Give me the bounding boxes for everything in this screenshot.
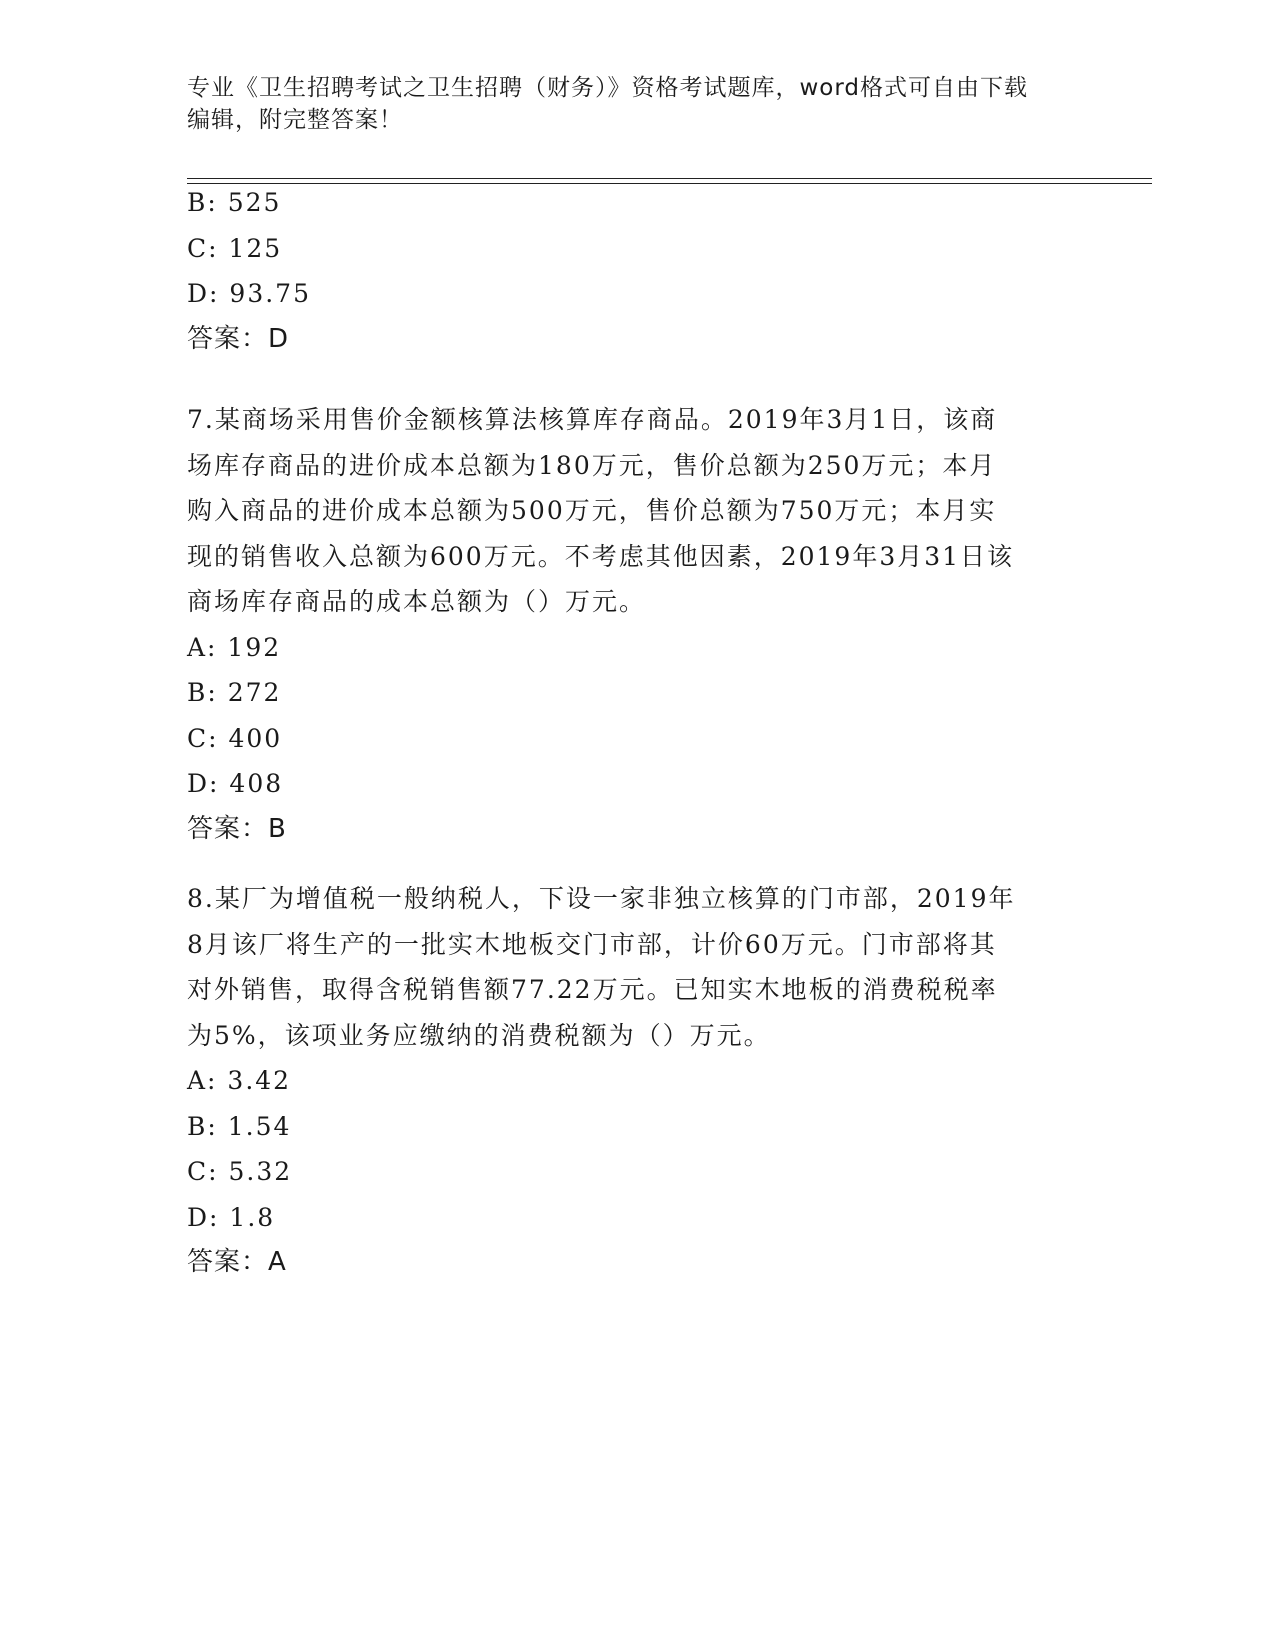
question-8-line: 8月该厂将生产的一批实木地板交门市部，计价60万元。门市部将其 bbox=[187, 929, 997, 959]
header-line-1: 专业《卫生招聘考试之卫生招聘（财务）》资格考试题库，word格式可自由下载 bbox=[187, 75, 1029, 101]
answer-label: 答案：A bbox=[187, 1247, 287, 1277]
question-7-line: 场库存商品的进价成本总额为180万元，售价总额为250万元；本月 bbox=[187, 450, 997, 480]
question-7-block bbox=[187, 397, 1087, 852]
option-d: D: 93.75 bbox=[187, 279, 311, 308]
option-d: D: 408 bbox=[187, 769, 284, 798]
option-d: D: 1.8 bbox=[187, 1202, 276, 1232]
header-line-2: 编辑，附完整答案！ bbox=[187, 107, 403, 133]
question-8-line: 对外销售，取得含税销售额77.22万元。已知实木地板的消费税税率 bbox=[187, 975, 998, 1004]
option-c: C: 400 bbox=[187, 723, 283, 753]
option-b: B: 1.54 bbox=[187, 1111, 292, 1141]
header-divider-top bbox=[187, 178, 1152, 179]
question-7-line: 购入商品的进价成本总额为500万元，售价总额为750万元；本月实 bbox=[187, 496, 997, 525]
option-c: C: 125 bbox=[187, 233, 283, 263]
question-7-line: 现的销售收入总额为600万元。不考虑其他因素，2019年3月31日该 bbox=[187, 541, 1015, 571]
question-7-line: 商场库存商品的成本总额为（）万元。 bbox=[187, 587, 647, 616]
option-a: A: 192 bbox=[187, 632, 282, 662]
option-a: A: 3.42 bbox=[187, 1066, 292, 1095]
option-b: B: 272 bbox=[187, 678, 282, 707]
question-7-line: 7.某商场采用售价金额核算法核算库存商品。2019年3月1日，该商 bbox=[187, 405, 998, 434]
question-8-line: 为5%，该项业务应缴纳的消费税额为（）万元。 bbox=[187, 1020, 771, 1050]
option-c: C: 5.32 bbox=[187, 1157, 293, 1186]
option-b: B: 525 bbox=[187, 188, 282, 217]
question-8-line: 8.某厂为增值税一般纳税人，下设一家非独立核算的门市部，2019年 bbox=[187, 884, 1016, 913]
prev-question-block bbox=[187, 180, 1087, 362]
question-8-block bbox=[187, 876, 1087, 1285]
document-header bbox=[187, 72, 1087, 136]
answer-label: 答案：B bbox=[187, 813, 287, 844]
answer-label: 答案：D bbox=[187, 323, 290, 354]
